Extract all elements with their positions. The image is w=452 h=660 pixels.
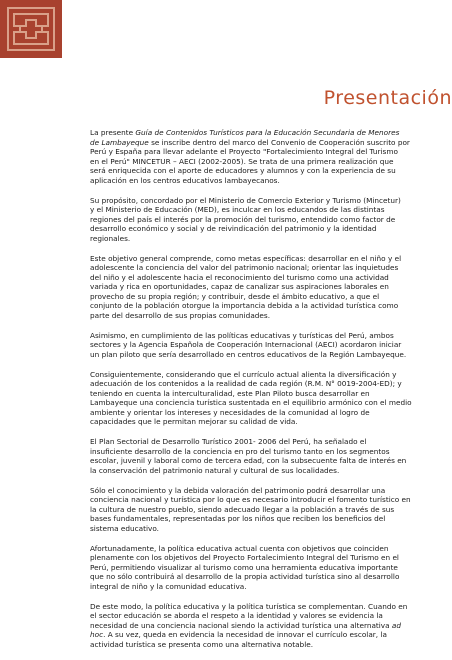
text-segment: adecuación de los contenidos a la realidad de cada región (R.M. N° 0019-2004-ED); y — [90, 379, 402, 388]
text-segment: teniendo en cuenta la interculturalidad, este Plan Piloto busca desarrollar en — [90, 388, 370, 398]
text-segment: conjunto de la población otorgue la importancia debida a la actividad turística como — [90, 301, 399, 310]
text-line — [90, 301, 452, 311]
text-segment: adolescente la conciencia del valor del patrimonio nacional; orientar las inquietudes — [90, 263, 399, 272]
paragraph — [90, 486, 452, 534]
text-segment: Afortunadamente, la política educativa actual cuenta con objetivos que coinciden — [90, 543, 389, 553]
text-line — [90, 205, 452, 215]
text-line — [90, 582, 452, 592]
text-line — [90, 514, 452, 524]
text-line — [90, 621, 452, 631]
paragraph — [90, 370, 452, 427]
text-line — [90, 544, 452, 554]
text-segment: que no sólo contribuirá al desarrollo de la propia actividad turística sino al desarrollo — [90, 572, 400, 581]
text-segment: plenamente con los objetivos del Proyecto Fortalecimiento Integral del Turismo en el — [90, 553, 399, 562]
text-segment: del niño y el adolescente hacia el reconocimiento del turismo como una actividad — [90, 272, 389, 282]
text-segment: en el Perú" MINCETUR – AECI (2002-2005). Se trata de una primera realización que — [90, 156, 394, 166]
text-segment: Perú, permitiendo visualizar al turismo como una herramienta educativa importante — [90, 562, 398, 572]
text-segment: sistema educativo. — [90, 523, 159, 533]
paragraph — [90, 544, 452, 592]
text-line — [90, 263, 452, 273]
italic-text: ad — [391, 620, 402, 630]
paragraph — [90, 254, 452, 321]
text-segment: Este objetivo general comprende, como metas específicas: desarrollar en el niño y el — [90, 253, 402, 263]
text-line — [90, 640, 452, 650]
text-segment: aplicación en los centros educativos lambayecanos. — [90, 175, 280, 185]
text-line — [90, 331, 452, 341]
text-line — [90, 234, 452, 244]
text-segment: la conservación del patrimonio natural y cultural de sus localidades. — [90, 465, 340, 475]
text-line — [90, 417, 452, 427]
text-line — [90, 340, 452, 350]
paragraph — [90, 196, 452, 244]
text-line — [90, 224, 452, 234]
text-segment: variada y rica en oportunidades, capaz de canalizar sus aspiraciones laborales en — [90, 282, 389, 291]
text-line — [90, 138, 452, 148]
text-line — [90, 311, 452, 321]
text-segment: necesidad de una conciencia nacional siendo la actividad turística una alternativa — [90, 620, 392, 630]
text-line — [90, 602, 452, 612]
text-line — [90, 408, 452, 418]
text-line — [90, 495, 452, 505]
text-line — [90, 524, 452, 534]
text-segment: De este modo, la política educativa y la política turística se complementan. Cuando en — [90, 601, 408, 611]
text-segment: integral de niño y la comunidad educativa. — [90, 581, 247, 591]
text-line — [90, 215, 452, 225]
text-segment: el sector educación se aborda el respeto a la identidad y valores se evidencia la — [90, 611, 383, 620]
paragraph — [90, 331, 452, 360]
text-segment: insuficiente desarrollo de la conciencia en pro del turismo tanto en los segmentos — [90, 446, 390, 456]
italic-text: Guía de Contenidos Turísticos para la Educación Secundaria de Menores — [135, 128, 400, 137]
text-line — [90, 456, 452, 466]
emblem-icon — [0, 0, 62, 58]
page-title: Presentación — [323, 87, 452, 109]
text-segment: parte del desarrollo de sus propias comunidades. — [90, 310, 271, 320]
document-body — [90, 128, 452, 660]
text-segment: capacidades que le permitan mejorar su calidad de vida. — [90, 417, 298, 426]
text-line — [90, 486, 452, 496]
text-segment: la cultura de nuestro pueblo, siendo adecuado llegar a la población a través de sus — [90, 504, 395, 514]
text-segment: El Plan Sectorial de Desarrollo Turístico 2001- 2006 del Perú, ha señalado el — [90, 437, 367, 446]
text-line — [90, 254, 452, 264]
text-segment: conciencia nacional y turística por lo que es necesario introducir el fomento turístico en — [90, 495, 411, 504]
text-line — [90, 350, 452, 360]
text-line — [90, 128, 452, 138]
text-segment: será enriquecida con el aporte de educadores y alumnos y con la experiencia de su — [90, 166, 396, 175]
text-line — [90, 370, 452, 380]
paragraph — [90, 128, 452, 185]
text-line — [90, 437, 452, 447]
text-segment: Sólo el conocimiento y la debida valoración del patrimonio podrá desarrollar una — [90, 485, 386, 495]
text-line — [90, 147, 452, 157]
text-segment: La presente — [90, 128, 136, 137]
text-segment: regionales. — [90, 233, 131, 243]
text-segment: bases fundamentales, representadas por los niños que reciben los beneficios del — [90, 514, 386, 523]
text-segment: provecho de su propia región; y contribuir, desde el ámbito educativo, a que el — [90, 291, 380, 301]
text-segment: regiones del país el interés por la promoción del turismo, entendido como factor de — [90, 214, 396, 224]
text-line — [90, 166, 452, 176]
text-line — [90, 282, 452, 292]
text-line — [90, 196, 452, 206]
text-line — [90, 157, 452, 167]
text-line — [90, 292, 452, 302]
text-line — [90, 273, 452, 283]
emblem-logo — [0, 0, 62, 58]
text-segment: Lambayeque una conciencia turística sustentada en el equilibrio armónico con el medio — [90, 398, 412, 407]
text-segment: . A su vez, queda en evidencia la necesidad de innovar el currículo escolar, la — [103, 630, 387, 639]
text-segment: un plan piloto que sería desarrollado en centros educativos de la Región Lambayeque. — [90, 349, 407, 359]
text-line — [90, 398, 452, 408]
text-segment: actividad turística se presenta como una alternativa notable. — [90, 639, 314, 649]
text-line — [90, 553, 452, 563]
text-segment: Perú y España para llevar adelante el Proyecto "Fortalecimiento Integral del Turismo — [90, 147, 398, 156]
text-segment: Consiguientemente, considerando que el currículo actual alienta la diversificación y — [90, 369, 397, 379]
text-segment: Asimismo, en cumplimiento de las políticas educativas y turísticas del Perú, ambos — [90, 330, 394, 340]
text-segment: Su propósito, concordado por el Ministerio de Comercio Exterior y Turismo (Mincetur) — [90, 195, 401, 205]
text-line — [90, 505, 452, 515]
text-line — [90, 563, 452, 573]
text-line — [90, 176, 452, 186]
italic-text: de Lambayeque — [90, 137, 149, 147]
italic-text: hoc — [90, 630, 104, 639]
text-segment: ambiente y orientar los intereses y necesidades de la comunidad al logro de — [90, 407, 370, 417]
paragraph — [90, 602, 452, 650]
text-line — [90, 630, 452, 640]
text-line — [90, 389, 452, 399]
text-line — [90, 447, 452, 457]
text-line — [90, 572, 452, 582]
text-line — [90, 379, 452, 389]
text-segment: desarrollo económico y social y de reivindicación del patrimonio y la identidad — [90, 224, 377, 233]
text-line — [90, 466, 452, 476]
text-segment: escolar, juvenil y laboral como de tercera edad, con la subsecuente falta de interés en — [90, 456, 407, 465]
text-segment: se inscribe dentro del marco del Convenio de Cooperación suscrito por — [148, 137, 410, 147]
text-segment: sectores y la Agencia Española de Cooperación Internacional (AECI) acordaron iniciar — [90, 340, 402, 349]
text-segment: y el Ministerio de Educación (MED), es inculcar en los educandos de las distintas — [90, 205, 385, 214]
text-line — [90, 611, 452, 621]
paragraph — [90, 437, 452, 475]
